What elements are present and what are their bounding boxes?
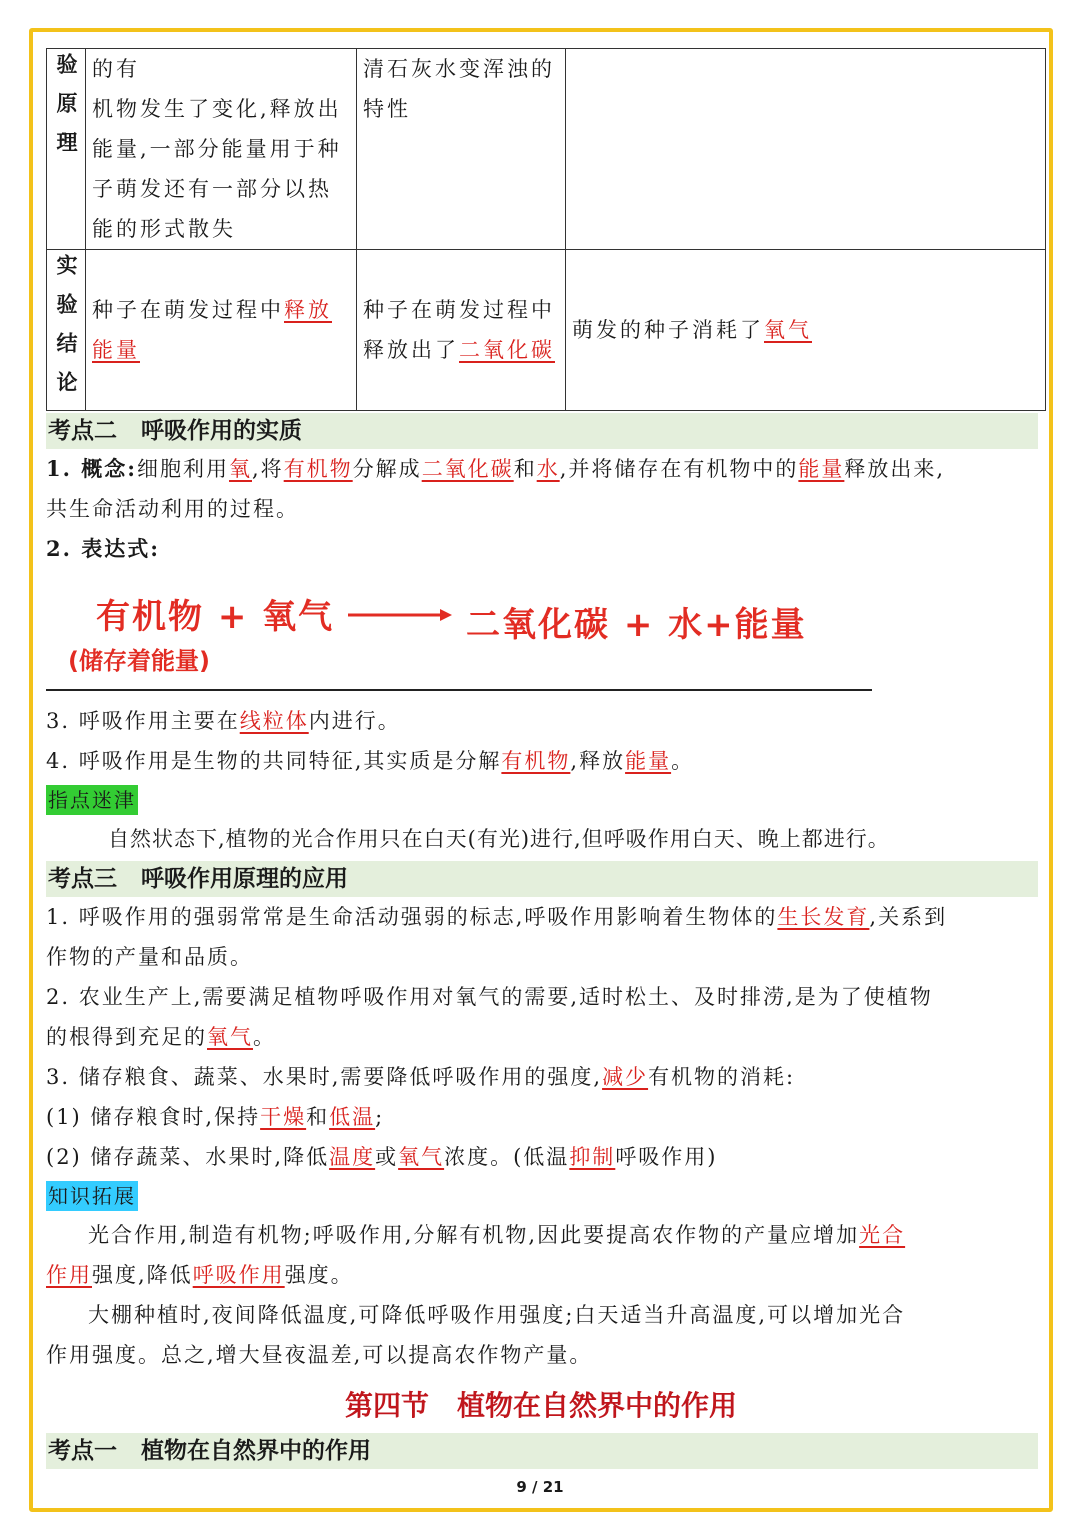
answer-text: 释放	[284, 298, 332, 322]
answer-text: 抑制	[569, 1145, 616, 1169]
text: 内进行。	[308, 709, 401, 733]
text: 。	[671, 749, 695, 773]
answer-text: 水	[536, 457, 560, 481]
line: 子萌发还有一部分以热	[92, 177, 332, 201]
text: 种子在萌发过程中	[92, 298, 284, 322]
section-heading-kaodian2	[46, 413, 1038, 449]
paragraph-mitochondria	[46, 701, 1036, 741]
text: 大棚种植时,夜间降低温度,可降低呼吸作用强度;白天适当升高温度,可以增加光合	[88, 1303, 906, 1327]
section-heading-kaodian1	[46, 1433, 1038, 1469]
text: 2. 农业生产上,需要满足植物呼吸作用对氧气的需要,适时松土、及时排涝,是为了使植物	[46, 985, 933, 1009]
text: 释放出了	[363, 338, 459, 362]
paragraph-storage-vegetables	[46, 1137, 1036, 1177]
paragraph-storage	[46, 1057, 1036, 1097]
text: 。	[253, 1025, 276, 1049]
text: (1) 储存粮食时,保持	[46, 1105, 261, 1129]
text: ,释放	[570, 749, 626, 773]
answer-text: 温度	[329, 1145, 376, 1169]
text: 3. 储存粮食、蔬菜、水果时,需要降低呼吸作用的强度,	[46, 1065, 603, 1089]
line: 特性	[363, 97, 411, 121]
text: ,并将储存在有机物中的	[559, 457, 799, 481]
heading-title: 呼吸作用原理的应用	[141, 865, 348, 892]
line: 能量,一部分能量用于种	[92, 137, 342, 161]
extension-paragraph-2	[46, 1295, 1036, 1375]
answer-text: 氧	[229, 457, 252, 481]
equation-left: 有机物 + 氧气	[96, 597, 335, 637]
text: 和	[306, 1105, 330, 1129]
answer-text: 二氧化碳	[421, 457, 514, 481]
answer-text: 作用	[46, 1263, 92, 1287]
text: 作用强度。总之,增大昼夜温差,可以提高农作物产量。	[46, 1343, 593, 1367]
text: 浓度。(低温	[444, 1145, 570, 1169]
answer-text: 生长发育	[777, 905, 870, 929]
answer-text: 氧气	[764, 318, 812, 342]
answer-text: 能量	[92, 338, 140, 362]
paragraph-storage-grain	[46, 1097, 1036, 1137]
section-heading-kaodian3	[46, 861, 1038, 897]
text: ,将	[252, 457, 284, 481]
arrow-icon	[348, 607, 454, 623]
paragraph-concept	[46, 449, 1036, 529]
answer-text: 呼吸作用	[192, 1263, 285, 1287]
answer-text: 二氧化碳	[459, 338, 555, 362]
text: 细胞利用	[137, 457, 229, 481]
respiration-equation	[46, 571, 1036, 681]
answer-text: 有机物	[501, 749, 571, 773]
principle-col1	[86, 49, 357, 250]
table-row-conclusion	[47, 250, 1046, 411]
answer-text: 有机物	[283, 457, 353, 481]
equation-right: 二氧化碳 + 水+能量	[466, 605, 807, 645]
conclusion-col1	[86, 250, 357, 411]
text: 或	[375, 1145, 399, 1169]
extension-badge: 知识拓展	[46, 1181, 138, 1211]
chapter-section-title: 第四节 植物在自然界中的作用	[344, 1389, 737, 1422]
answer-text: 能量	[798, 457, 845, 481]
conclusion-col2	[357, 250, 566, 411]
answer-text: 氧气	[207, 1025, 253, 1049]
page-number: 9 / 21	[516, 1478, 564, 1496]
paragraph-growth	[46, 897, 1036, 977]
text: 呼吸作用)	[615, 1145, 718, 1169]
text: ,关系到	[869, 905, 948, 929]
heading-number: 考点一	[48, 1437, 117, 1464]
text: 光合作用,制造有机物;呼吸作用,分解有机物,因此要提高农作物的产量应增加	[88, 1223, 860, 1247]
line: 机物发生了变化,释放出	[92, 97, 342, 121]
row-header-conclusion	[47, 250, 86, 411]
answer-text: 线粒体	[239, 709, 309, 733]
heading-title: 呼吸作用的实质	[141, 417, 302, 444]
extension-paragraph-1	[46, 1215, 1036, 1295]
heading-title: 植物在自然界中的作用	[141, 1437, 371, 1464]
principle-col2	[357, 49, 566, 250]
document-content	[46, 48, 1036, 1469]
table-row-principle	[47, 49, 1046, 250]
answer-text: 氧气	[398, 1145, 445, 1169]
answer-text: 干燥	[260, 1105, 307, 1129]
divider-line	[46, 689, 872, 691]
text: 分解成	[352, 457, 422, 481]
text: 强度,降低	[92, 1263, 193, 1287]
text: (2) 储存蔬菜、水果时,降低	[46, 1145, 330, 1169]
text: 萌发的种子消耗了	[572, 318, 764, 342]
answer-text: 能量	[625, 749, 672, 773]
heading-number: 考点二	[48, 417, 117, 444]
text: 共生命活动利用的过程。	[46, 497, 299, 521]
row-header-principle	[47, 49, 86, 250]
line: 能的形式散失	[92, 217, 236, 241]
answer-text: 光合	[859, 1223, 906, 1247]
text: 作物的产量和品质。	[46, 945, 253, 969]
text: 有机物的消耗:	[648, 1065, 796, 1089]
row-header-text: 验原理	[54, 53, 79, 170]
equation-left-subscript: (储存着能量)	[68, 647, 210, 675]
item-label: 1. 概念:	[46, 456, 137, 481]
row-header-text: 实验结论	[54, 254, 79, 410]
heading-number: 考点三	[48, 865, 117, 892]
text: 和	[513, 457, 537, 481]
text: 的根得到充足的	[46, 1025, 207, 1049]
paragraph-expression-label: 2. 表达式:	[46, 536, 160, 561]
tip-badge: 指点迷津	[46, 785, 138, 815]
tip-paragraph: 自然状态下,植物的光合作用只在白天(有光)进行,但呼吸作用白天、晚上都进行。	[108, 827, 890, 851]
text: 释放出来,	[844, 457, 946, 481]
line: 的有	[92, 57, 140, 81]
line: 清石灰水变浑浊的	[363, 57, 555, 81]
text: 种子在萌发过程中	[363, 298, 555, 322]
text: ;	[375, 1105, 385, 1129]
conclusion-col3	[566, 250, 1046, 411]
text: 4. 呼吸作用是生物的共同特征,其实质是分解	[46, 749, 502, 773]
paragraph-essence	[46, 741, 1036, 781]
paragraph-agriculture	[46, 977, 1036, 1057]
experiment-table	[46, 48, 1046, 411]
text: 3. 呼吸作用主要在	[46, 709, 240, 733]
text: 1. 呼吸作用的强弱常常是生命活动强弱的标志,呼吸作用影响着生物体的	[46, 905, 778, 929]
principle-col3	[566, 49, 1046, 250]
text: 强度。	[284, 1263, 354, 1287]
answer-text: 减少	[602, 1065, 649, 1089]
answer-text: 低温	[329, 1105, 376, 1129]
